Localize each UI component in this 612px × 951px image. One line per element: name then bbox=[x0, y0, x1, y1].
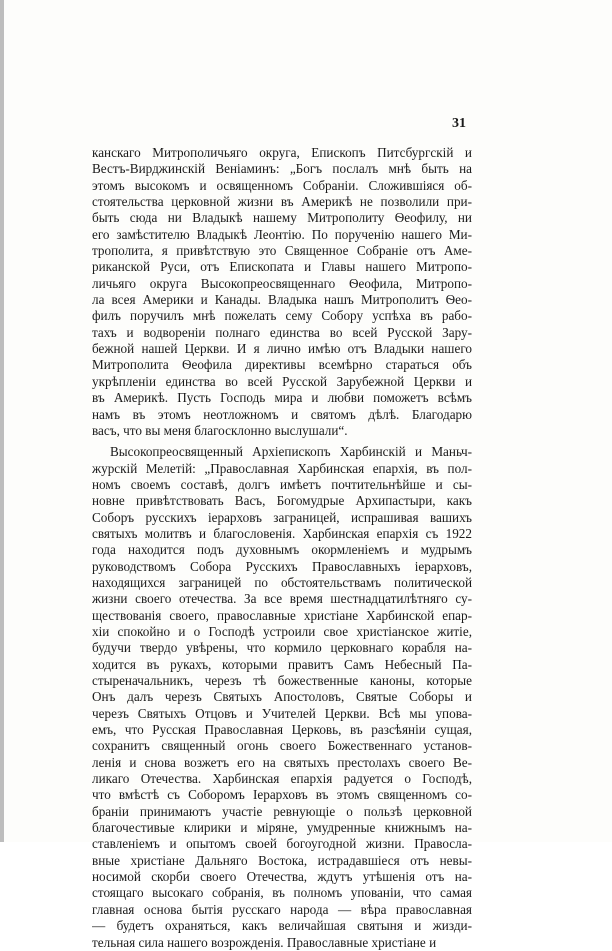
text-line: хіи спокойно и о Господѣ устроили свое христіанское житіе, bbox=[92, 623, 472, 639]
body-text bbox=[92, 145, 472, 951]
text-line: въ Америкѣ. Пусть Господь мира и любви поможетъ всѣмъ bbox=[92, 390, 472, 406]
text-line: новне привѣтствовать Васъ, Богомудрые Архипастыри, какъ bbox=[92, 493, 472, 509]
text-line: емъ, что Русская Православная Церковь, въ разсѣяніи сущая, bbox=[92, 722, 472, 738]
text-line: риканской Руси, отъ Епископата и Главы нашего Митропо- bbox=[92, 259, 472, 275]
page-edge-shadow bbox=[0, 0, 4, 842]
text-line: ставленіемъ и опытомъ своей богоугодной жизни. Правосла- bbox=[92, 836, 472, 852]
text-line: — будетъ охраняться, какъ величайшая святыня и жизди- bbox=[92, 918, 472, 934]
text-line: Вестъ-Вирджинскій Веніаминъ: „Богъ послалъ мнѣ быть на bbox=[92, 161, 472, 177]
text-line: тахъ и водвореніи полнаго единства во всей Русской Зару- bbox=[92, 324, 472, 340]
text-line: Соборъ русскихъ іерарховъ заграницей, испрашивая вашихъ bbox=[92, 509, 472, 525]
text-line: Онъ далъ черезъ Святыхъ Апостоловъ, Святые Соборы и bbox=[92, 689, 472, 705]
text-line: ществованія своего, православные христіане Харбинской епар- bbox=[92, 607, 472, 623]
text-line: бежной нашей Церкви. И я лично имѣю отъ Владыки нашего bbox=[92, 341, 472, 357]
text-line: его замѣстителю Владыкѣ Леонтію. По порученію нашего Ми- bbox=[92, 226, 472, 242]
text-line: журскій Мелетій: „Православная Харбинская епархія, въ пол- bbox=[92, 460, 472, 476]
text-line: черезъ Святыхъ Отцовъ и Учителей Церкви. Всѣ мы упова- bbox=[92, 705, 472, 721]
text-line: быть сюда ни Владыкѣ нашему Митрополиту Ѳеофилу, ни bbox=[92, 210, 472, 226]
text-line: носимой скорби своего Отечества, ждутъ утѣшенія отъ на- bbox=[92, 869, 472, 885]
text-line: трополита, я привѣтствую это Священное Собраніе отъ Аме- bbox=[92, 243, 472, 259]
text-line: святыхъ молитвъ и благословенія. Харбинская епархія съ 1922 bbox=[92, 525, 472, 541]
text-line: что вмѣстѣ съ Соборомъ Іерарховъ въ этомъ священномъ со- bbox=[92, 787, 472, 803]
text-line: будучи твердо увѣрены, что кормило церковнаго корабля на- bbox=[92, 640, 472, 656]
text-line: ходится въ рукахъ, которыми правитъ Самъ Небесный Па- bbox=[92, 656, 472, 672]
text-line: года находится подъ духовнымъ окормленіемъ и мудрымъ bbox=[92, 542, 472, 558]
text-line: этомъ высокомъ и освященномъ Собраніи. Сложившіяся об- bbox=[92, 177, 472, 193]
text-line: намъ въ этомъ неотложномъ и святомъ дѣлѣ. Благодарю bbox=[92, 406, 472, 422]
paragraph bbox=[92, 145, 472, 439]
text-line: руководствомъ Собора Русскихъ Православныхъ іерарховъ, bbox=[92, 558, 472, 574]
text-line: стоятельства церковной жизни въ Америкѣ не позволили при- bbox=[92, 194, 472, 210]
text-line: браніи принимаютъ участіе ревнующіе о пользѣ церковной bbox=[92, 803, 472, 819]
text-line: стыреначальникъ, черезъ тѣ божественные каноны, которые bbox=[92, 673, 472, 688]
text-line: сохранитъ священный огонь своего Божественнаго установ- bbox=[92, 738, 472, 754]
text-line: стоящаго высокаго собранія, въ полномъ упованіи, что самая bbox=[92, 885, 472, 901]
text-line: укрѣпленіи единства во всей Русской Зарубежной Церкви и bbox=[92, 373, 472, 389]
text-line: Митрополита Ѳеофила директивы всемѣрно стараться объ bbox=[92, 357, 472, 373]
text-line: васъ, что вы меня благосклонно выслушали“. bbox=[92, 422, 348, 438]
text-line: ликаго Отечества. Харбинская епархія радуется о Господѣ, bbox=[92, 771, 472, 787]
text-line: Высокопреосвященный Архіепископъ Харбинскій и Маньч- bbox=[110, 444, 472, 460]
text-line: благочестивые клирики и міряне, умудренные книжнымъ на- bbox=[92, 820, 472, 836]
text-line: главная основа бытія русскаго народа — вѣра православная bbox=[92, 901, 472, 917]
page-number: 31 bbox=[452, 116, 466, 131]
text-line: жизни своего отечества. За все время шестнадцатилѣтняго су- bbox=[92, 591, 472, 607]
text-line: ла всея Америки и Канады. Владыка нашъ Митрополитъ Ѳео- bbox=[92, 292, 472, 308]
text-line: тельная сила нашего возрожденія. Православные христіане и bbox=[92, 934, 437, 950]
text-line: номъ своемъ составѣ, долгъ имѣетъ почтительнѣйше и сы- bbox=[92, 476, 472, 492]
text-line: канскаго Митрополичьяго округа, Епископъ Питсбургскій и bbox=[92, 145, 472, 160]
text-line: вные христіане Дальняго Востока, истрадавшіеся отъ невы- bbox=[92, 852, 472, 868]
text-line: филъ поручилъ мнѣ пожелать сему Собору успѣха въ рабо- bbox=[92, 308, 472, 324]
text-line: личьяго округа Высокопреосвященнаго Ѳеофила, Митропо- bbox=[92, 275, 472, 291]
text-line: находящихся заграницей по обстоятельствамъ политической bbox=[92, 574, 472, 590]
text-line: ленія и снова возжетъ его на святыхъ престолахъ своего Ве- bbox=[92, 754, 472, 770]
paragraph bbox=[92, 444, 472, 951]
